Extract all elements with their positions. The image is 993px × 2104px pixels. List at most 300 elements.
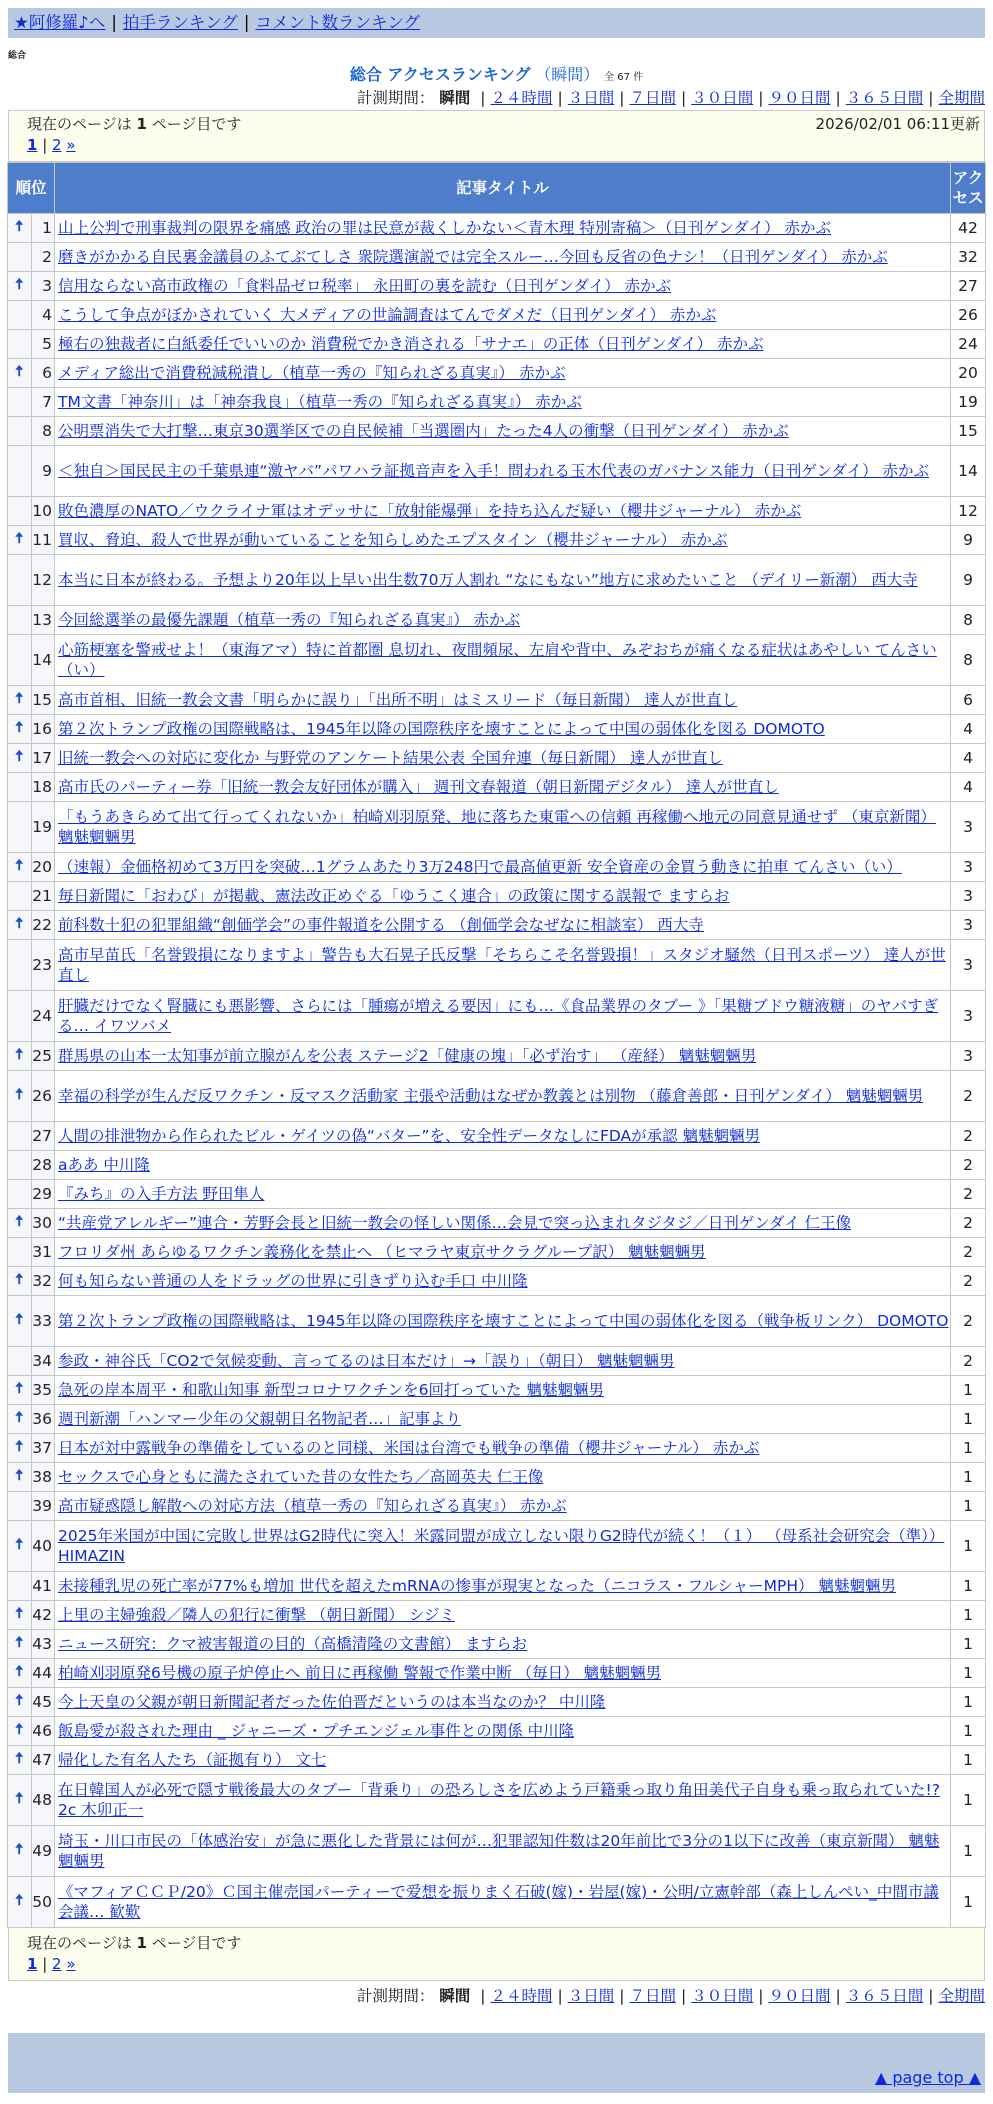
article-title-link[interactable]: メディア総出で消費税減税潰し（植草一秀の『知られざる真実』） 赤かぶ xyxy=(58,364,566,382)
article-title-link[interactable]: 前科数十犯の犯罪組織“創価学会”の事件報道を公開する （創価学会なぜなに相談室） 西大寺 xyxy=(58,916,704,934)
trend-cell xyxy=(8,1376,32,1405)
rank-number: 5 xyxy=(31,330,55,359)
article-title-link[interactable]: 敗色濃厚のNATO／ウクライナ軍はオデッサに「放射能爆弾」を持ち込んだ疑い（櫻井ジャーナル） 赤かぶ xyxy=(58,502,802,520)
article-title-link[interactable]: 飯島愛が殺された理由 _ ジャニーズ・プチエンジェル事件との関係 中川隆 xyxy=(58,1722,575,1740)
article-title-link[interactable]: 「もうあきらめて出て行ってくれないか」柏崎刈羽原発、地に落ちた東電への信頼 再稼働へ地元の同意見通せず （東京新聞） 魑魅魍魎男 xyxy=(58,808,936,846)
period-separator: | xyxy=(681,89,687,107)
access-count: 1 xyxy=(951,1659,986,1688)
rank-number: 49 xyxy=(31,1826,55,1877)
page-link-1[interactable]: 1 xyxy=(27,1955,38,1973)
access-count: 6 xyxy=(951,686,986,715)
access-count: 20 xyxy=(951,359,986,388)
trend-cell xyxy=(8,1347,32,1376)
trend-cell xyxy=(8,1238,32,1267)
access-count: 26 xyxy=(951,301,986,330)
access-count: 1 xyxy=(951,1601,986,1630)
article-title-link[interactable]: 埼玉・川口市民の「体感治安」が急に悪化した背景には何が…犯罪認知件数は20年前比で3分の1以下に改善（東京新聞） 魑魅魍魎男 xyxy=(58,1832,940,1870)
rank-number: 27 xyxy=(31,1122,55,1151)
article-title-link[interactable]: “共産党アレルギー”連合・芳野会長と旧統一教会の怪しい関係…会見で突っ込まれタジタジ／日刊ゲンダイ 仁王像 xyxy=(58,1214,852,1232)
access-count: 2 xyxy=(951,1180,986,1209)
trend-cell xyxy=(8,1746,32,1775)
rank-number: 22 xyxy=(31,911,55,940)
article-title-link[interactable]: 群馬県の山本一太知事が前立腺がんを公表 ステージ2「健康の塊」「必ず治す」 （産経） 魑魅魍魎男 xyxy=(58,1047,757,1065)
period-option-link[interactable]: ３０日間 xyxy=(691,89,754,107)
article-title-link[interactable]: 高市首相、旧統一教会文書「明らかに誤り」「出所不明」はミスリード（毎日新聞） 達人が世直し xyxy=(58,691,738,709)
rank-number: 29 xyxy=(31,1180,55,1209)
access-count: 8 xyxy=(951,606,986,635)
rank-number: 48 xyxy=(31,1775,55,1826)
trend-cell xyxy=(8,1122,32,1151)
next-page-link[interactable]: » xyxy=(66,136,76,154)
total-count: 全 67 件 xyxy=(604,72,644,83)
page-indicator-bottom xyxy=(27,1932,241,1953)
rank-up-arrow-icon: 🠅 xyxy=(15,274,24,293)
access-count: 4 xyxy=(951,715,986,744)
trend-cell xyxy=(8,1071,32,1122)
rank-number: 6 xyxy=(31,359,55,388)
page-top-bar xyxy=(8,2063,985,2093)
article-title-link[interactable]: （速報）金価格初めて3万円を突破…1グラムあたり3万248円で最高値更新 安全資産の金買う動きに拍車 てんさい（い） xyxy=(58,858,902,876)
ranking-title: 総合 アクセスランキング xyxy=(349,65,531,84)
ranking-row xyxy=(8,1209,986,1238)
current-page-number: 1 xyxy=(136,115,147,133)
title-cell xyxy=(55,1405,951,1434)
trend-cell xyxy=(8,991,32,1042)
trend-cell xyxy=(8,1775,32,1826)
rank-up-arrow-icon: 🠅 xyxy=(15,913,24,932)
title-cell xyxy=(55,1209,951,1238)
trend-cell xyxy=(8,1463,32,1492)
current-page-number: 1 xyxy=(136,1934,147,1952)
article-title-link[interactable]: 2025年米国が中国に完敗し世界はG2時代に突入！米露同盟が成立しない限りG2時代が続く！（１） （母系社会研究会（準）） HIMAZIN xyxy=(58,1527,945,1565)
period-separator: | xyxy=(480,1987,486,2005)
rank-number: 9 xyxy=(31,446,55,497)
rank-up-arrow-icon: 🠅 xyxy=(15,1603,24,1622)
article-title-link[interactable]: 本当に日本が終わる。予想より20年以上早い出生数70万人割れ “なにもない”地方に求めたいこと （デイリー新潮） 西大寺 xyxy=(58,571,918,589)
rank-number: 10 xyxy=(31,497,55,526)
access-count: 1 xyxy=(951,1376,986,1405)
rank-number: 7 xyxy=(31,388,55,417)
article-title-link[interactable]: 今回総選挙の最優先課題（植草一秀の『知られざる真実』） 赤かぶ xyxy=(58,611,521,629)
ranking-row xyxy=(8,301,986,330)
article-title-link[interactable]: セックスで心身ともに満たされていた昔の女性たち／高岡英夫 仁王像 xyxy=(58,1468,544,1486)
ranking-row xyxy=(8,1521,986,1572)
trend-cell xyxy=(8,359,32,388)
period-separator: | xyxy=(835,1987,841,2005)
access-count: 32 xyxy=(951,243,986,272)
access-count: 1 xyxy=(951,1463,986,1492)
ranking-row xyxy=(8,1405,986,1434)
title-cell xyxy=(55,1630,951,1659)
access-count: 12 xyxy=(951,497,986,526)
article-title-link[interactable]: 帰化した有名人たち（証拠有り） 文七 xyxy=(58,1751,327,1769)
title-cell xyxy=(55,1238,951,1267)
ranking-row xyxy=(8,272,986,301)
title-cell xyxy=(55,606,951,635)
article-title-link[interactable]: aああ 中川隆 xyxy=(58,1156,150,1174)
rank-number: 33 xyxy=(31,1296,55,1347)
period-option-link[interactable]: ３日間 xyxy=(567,89,615,107)
article-title-link[interactable]: TM文書「神奈川」は「神奈我良」（植草一秀の『知られざる真実』） 赤かぶ xyxy=(58,393,582,411)
ranking-row xyxy=(8,802,986,853)
ranking-row xyxy=(8,417,986,446)
page-wrapper xyxy=(8,8,985,2093)
access-count: 2 xyxy=(951,1122,986,1151)
title-cell xyxy=(55,359,951,388)
title-cell xyxy=(55,773,951,802)
ranking-row xyxy=(8,991,986,1042)
article-title-link[interactable]: 何も知らない普通の人をドラッグの世界に引きずり込む手口 中川隆 xyxy=(58,1272,528,1290)
trend-cell xyxy=(8,214,32,243)
title-cell xyxy=(55,214,951,243)
access-count: 4 xyxy=(951,744,986,773)
trend-cell xyxy=(8,635,32,686)
access-count: 9 xyxy=(951,555,986,606)
page-link-2[interactable]: 2 xyxy=(52,1955,62,1973)
article-title-link[interactable]: 高市氏のパーティー券「旧統一教会友好団体が購入」 週刊文春報道（朝日新聞デジタル） 達人が世直し xyxy=(58,778,779,796)
nav-link-clap-ranking[interactable]: 拍手ランキング xyxy=(122,13,238,32)
title-cell xyxy=(55,1826,951,1877)
ranking-row xyxy=(8,1775,986,1826)
pagination: 1 | 2 » xyxy=(27,136,76,154)
rank-number: 28 xyxy=(31,1151,55,1180)
trend-cell xyxy=(8,301,32,330)
article-title-link[interactable]: 磨きがかかる自民裏金議員のふてぶてしさ 衆院選演説では完全スルー…今回も反省の色ナシ！（日刊ゲンダイ） 赤かぶ xyxy=(58,248,888,266)
rank-up-arrow-icon: 🠅 xyxy=(15,1407,24,1426)
ranking-row xyxy=(8,388,986,417)
period-option-link[interactable]: 全期間 xyxy=(938,89,985,107)
access-count: 3 xyxy=(951,940,986,991)
rank-number: 31 xyxy=(31,1238,55,1267)
article-title-link[interactable]: 幸福の科学が生んだ反ワクチン・反マスク活動家 主張や活動はなぜか教義とは別物 （藤倉善郎・日刊ゲンダイ） 魑魅魍魎男 xyxy=(58,1087,924,1105)
title-cell xyxy=(55,802,951,853)
period-separator: | xyxy=(619,1987,625,2005)
period-option-link[interactable]: ３６５日間 xyxy=(845,89,924,107)
rank-number: 3 xyxy=(31,272,55,301)
article-title-link[interactable]: 未接種乳児の死亡率が77%も増加 世代を超えたmRNAの惨事が現実となった（ニコラス・フルシャーMPH） 魑魅魍魎男 xyxy=(58,1577,896,1595)
rank-number: 43 xyxy=(31,1630,55,1659)
period-separator: | xyxy=(928,89,934,107)
ranking-row xyxy=(8,882,986,911)
updated-timestamp: 2026/02/01 06:11更新 xyxy=(815,115,980,133)
ranking-row xyxy=(8,1347,986,1376)
title-cell xyxy=(55,330,951,359)
trend-cell xyxy=(8,1267,32,1296)
title-cell xyxy=(55,1347,951,1376)
rank-number: 23 xyxy=(31,940,55,991)
ranking-row xyxy=(8,1434,986,1463)
title-cell xyxy=(55,853,951,882)
article-title-link[interactable]: 第２次トランプ政権の国際戦略は、1945年以降の国際秩序を壊すことによって中国の弱体化を図る（戦争板リンク） DOMOTO xyxy=(58,1312,949,1330)
nav-link-asyura[interactable]: ★阿修羅♪へ xyxy=(14,13,106,32)
trend-cell xyxy=(8,744,32,773)
rank-number: 18 xyxy=(31,773,55,802)
trend-cell xyxy=(8,388,32,417)
title-cell xyxy=(55,715,951,744)
ranking-row xyxy=(8,744,986,773)
article-title-link[interactable]: 今上天皇の父親が朝日新聞記者だった佐伯晋だというのは本当なのか？ 中川隆 xyxy=(58,1693,606,1711)
page-info-box-bottom xyxy=(8,1927,985,1981)
rank-up-arrow-icon: 🠅 xyxy=(15,361,24,380)
ranking-row xyxy=(8,1746,986,1775)
article-title-link[interactable]: 極右の独裁者に白紙委任でいいのか 消費税でかき消される「サナエ」の正体（日刊ゲンダイ） 赤かぶ xyxy=(58,335,764,353)
next-page-link[interactable]: » xyxy=(66,1955,76,1973)
rank-up-arrow-icon: 🠅 xyxy=(15,1309,24,1328)
period-current: 瞬間 xyxy=(439,1987,471,2005)
title-cell xyxy=(55,1042,951,1071)
title-cell xyxy=(55,1376,951,1405)
title-cell xyxy=(55,1717,951,1746)
rank-number: 19 xyxy=(31,802,55,853)
ranking-row xyxy=(8,1180,986,1209)
period-option-link[interactable]: ７日間 xyxy=(629,89,676,107)
title-cell xyxy=(55,555,951,606)
period-separator: | xyxy=(681,1987,687,2005)
title-cell xyxy=(55,1746,951,1775)
trend-cell xyxy=(8,1151,32,1180)
trend-cell xyxy=(8,446,32,497)
article-title-link[interactable]: 旧統一教会への対応に変化か 与野党のアンケート結果公表 全国弁連（毎日新聞） 達人が世直し xyxy=(58,749,723,767)
rank-number: 35 xyxy=(31,1376,55,1405)
ranking-row xyxy=(8,1717,986,1746)
trend-cell xyxy=(8,940,32,991)
access-count: 27 xyxy=(951,272,986,301)
access-count: 15 xyxy=(951,417,986,446)
article-title-link[interactable]: 上里の主婦強殺／隣人の犯行に衝撃 （朝日新聞） シジミ xyxy=(58,1606,455,1624)
page-indicator-prefix: 現在のページは xyxy=(27,1934,132,1952)
article-title-link[interactable]: 『みち』の入手方法 野田隼人 xyxy=(58,1185,265,1203)
period-option-link[interactable]: 全期間 xyxy=(938,1987,985,2005)
ranking-row xyxy=(8,1688,986,1717)
ranking-row xyxy=(8,497,986,526)
rank-number: 37 xyxy=(31,1434,55,1463)
rank-up-arrow-icon: 🠅 xyxy=(15,1748,24,1767)
ranking-row xyxy=(8,773,986,802)
page-indicator xyxy=(27,113,241,134)
ranking-row xyxy=(8,1376,986,1405)
article-title-link[interactable]: 第２次トランプ政権の国際戦略は、1945年以降の国際秩序を壊すことによって中国の弱体化を図る DOMOTO xyxy=(58,720,825,738)
article-title-link[interactable]: 心筋梗塞を警戒せよ！（東海アマ）特に首都圏 息切れ、夜間頻尿、左肩や背中、みぞおちが痛くなる症状はあやしい てんさい（い） xyxy=(58,641,937,679)
rank-up-arrow-icon: 🠅 xyxy=(15,746,24,765)
period-option-link[interactable]: ２４時間 xyxy=(490,89,553,107)
rank-up-arrow-icon: 🠅 xyxy=(15,1890,24,1909)
period-option-link[interactable]: ３６５日間 xyxy=(845,1987,924,2005)
trend-cell xyxy=(8,1630,32,1659)
rank-number: 32 xyxy=(31,1267,55,1296)
article-title-link[interactable]: 買収、脅迫、殺人で世界が動いていることを知らしめたエプスタイン（櫻井ジャーナル） 赤かぶ xyxy=(58,531,728,549)
access-count: 1 xyxy=(951,1630,986,1659)
page-top-link[interactable]: ▲ page top ▲ xyxy=(874,2068,981,2087)
period-option-link[interactable]: ９０日間 xyxy=(768,89,831,107)
ranking-row xyxy=(8,214,986,243)
ranking-row xyxy=(8,1296,986,1347)
title-cell xyxy=(55,1463,951,1492)
trend-cell xyxy=(8,1717,32,1746)
rank-up-arrow-icon: 🠅 xyxy=(15,688,24,707)
title-cell xyxy=(55,1434,951,1463)
article-title-link[interactable]: 山上公判で刑事裁判の限界を痛感 政治の罪は民意が裁くしかない＜青木理 特別寄稿＞（日刊ゲンダイ） 赤かぶ xyxy=(58,219,832,237)
article-title-link[interactable]: 週刊新潮「ハンマー少年の父親朝日名物記者…」記事より xyxy=(58,1410,462,1428)
nav-separator: | xyxy=(111,13,117,32)
title-cell xyxy=(55,243,951,272)
rank-number: 34 xyxy=(31,1347,55,1376)
rank-up-arrow-icon: 🠅 xyxy=(15,1211,24,1230)
access-count: 3 xyxy=(951,991,986,1042)
article-title-link[interactable]: こうして争点がぼかされていく 大メディアの世論調査はてんでダメだ（日刊ゲンダイ） 赤かぶ xyxy=(58,306,717,324)
title-cell xyxy=(55,744,951,773)
title-cell xyxy=(55,1071,951,1122)
article-title-link[interactable]: 肝臓だけでなく腎臓にも悪影響、さらには「腫瘍が増える要因」にも…《食品業界のタブー 》「果糖ブドウ糖液糖」のヤバすぎる… イワツバメ xyxy=(58,997,939,1035)
article-title-link[interactable]: 高市疑惑隠し解散への対応方法（植草一秀の『知られざる真実』） 赤かぶ xyxy=(58,1497,567,1515)
period-current: 瞬間 xyxy=(439,89,471,107)
trend-cell xyxy=(8,497,32,526)
ranking-row xyxy=(8,446,986,497)
trend-cell xyxy=(8,802,32,853)
period-label: 計測期間： xyxy=(356,1987,435,2005)
rank-number: 12 xyxy=(31,555,55,606)
article-title-link[interactable]: 毎日新聞に「おわび」が掲載、憲法改正めぐる「ゆうこく連合」の政策に関する誤報で ますらお xyxy=(58,887,730,905)
title-cell xyxy=(55,1601,951,1630)
title-cell xyxy=(55,1521,951,1572)
trend-cell xyxy=(8,1601,32,1630)
rank-number: 2 xyxy=(31,243,55,272)
access-count: 3 xyxy=(951,911,986,940)
access-count: 19 xyxy=(951,388,986,417)
title-cell xyxy=(55,526,951,555)
article-title-link[interactable]: ニュース研究：クマ被害報道の目的（高橋清隆の文書館） ますらお xyxy=(58,1635,528,1653)
period-option-link[interactable]: ９０日間 xyxy=(768,1987,831,2005)
trend-cell xyxy=(8,1521,32,1572)
col-header-rank: 順位 xyxy=(8,163,55,214)
ranking-row xyxy=(8,1151,986,1180)
article-title-link[interactable]: 信用ならない高市政権の「食料品ゼロ税率」 永田町の裏を読む（日刊ゲンダイ） 赤かぶ xyxy=(58,277,672,295)
rank-number: 46 xyxy=(31,1717,55,1746)
article-title-link[interactable]: 人間の排泄物から作られたビル・ゲイツの偽“バター”を、安全性データなしにFDAが承認 魑魅魍魎男 xyxy=(58,1127,761,1145)
nav-link-comment-ranking[interactable]: コメント数ランキング xyxy=(255,13,420,32)
trend-cell xyxy=(8,243,32,272)
trend-cell xyxy=(8,330,32,359)
access-count: 3 xyxy=(951,853,986,882)
title-cell xyxy=(55,1296,951,1347)
trend-cell xyxy=(8,882,32,911)
period-option-link[interactable]: ３０日間 xyxy=(691,1987,754,2005)
top-nav xyxy=(8,8,985,38)
page-link-1[interactable]: 1 xyxy=(27,136,38,154)
access-count: 2 xyxy=(951,1071,986,1122)
access-count: 1 xyxy=(951,1775,986,1826)
access-count: 3 xyxy=(951,802,986,853)
article-title-link[interactable]: 参政・神谷氏「CO2で気候変動、言ってるのは日本だけ」→「誤り」（朝日） 魑魅魍魎男 xyxy=(58,1352,675,1370)
access-count: 2 xyxy=(951,1151,986,1180)
trend-cell xyxy=(8,1180,32,1209)
trend-cell xyxy=(8,1659,32,1688)
ranking-row xyxy=(8,1042,986,1071)
rank-number: 50 xyxy=(31,1877,55,1928)
rank-number: 47 xyxy=(31,1746,55,1775)
trend-cell xyxy=(8,715,32,744)
access-count: 42 xyxy=(951,214,986,243)
article-title-link[interactable]: フロリダ州 あらゆるワクチン義務化を禁止へ （ヒマラヤ東京サクラグループ訳） 魑魅魍魎男 xyxy=(58,1243,706,1261)
period-separator: | xyxy=(557,89,563,107)
access-count: 3 xyxy=(951,1042,986,1071)
access-count: 1 xyxy=(951,1434,986,1463)
ranking-row xyxy=(8,1492,986,1521)
ranking-row xyxy=(8,330,986,359)
title-cell xyxy=(55,388,951,417)
rank-up-arrow-icon: 🠅 xyxy=(15,1084,24,1103)
article-title-link[interactable]: 公明票消失で大打撃…東京30選挙区での自民候補「当選圏内」たった4人の衝撃（日刊ゲンダイ） 赤かぶ xyxy=(58,422,789,440)
access-count: 14 xyxy=(951,446,986,497)
rank-number: 20 xyxy=(31,853,55,882)
period-selector-bottom xyxy=(8,1981,985,2011)
ranking-row xyxy=(8,359,986,388)
trend-cell xyxy=(8,1296,32,1347)
nav-separator: | xyxy=(243,13,250,32)
article-title-link[interactable]: 高市早苗氏「名誉毀損になりますよ」警告も大石晃子氏反撃「そちらこそ名誉毀損！」スタジオ騒然（日刊スポーツ） 達人が世直し xyxy=(58,946,946,984)
rank-up-arrow-icon: 🠅 xyxy=(15,1788,24,1807)
access-count: 2 xyxy=(951,1238,986,1267)
rank-up-arrow-icon: 🠅 xyxy=(15,1719,24,1738)
rank-number: 1 xyxy=(31,214,55,243)
rank-number: 26 xyxy=(31,1071,55,1122)
period-separator: | xyxy=(835,89,841,107)
ranking-row xyxy=(8,1572,986,1601)
title-cell xyxy=(55,1492,951,1521)
trend-cell xyxy=(8,1209,32,1238)
period-separator: | xyxy=(928,1987,934,2005)
title-cell xyxy=(55,1775,951,1826)
access-count: 1 xyxy=(951,1405,986,1434)
page-indicator-suffix: ページ目です xyxy=(151,115,242,133)
trend-cell xyxy=(8,911,32,940)
trend-cell xyxy=(8,1572,32,1601)
rank-number: 38 xyxy=(31,1463,55,1492)
article-title-link[interactable]: 柏崎刈羽原発6号機の原子炉停止へ 前日に再稼働 警報で作業中断 （毎日） 魑魅魍魎男 xyxy=(58,1664,662,1682)
article-title-link[interactable]: ＜独自＞国民民主の千葉県連“激ヤバ”パワハラ証拠音声を入手！問われる玉木代表のガバナンス能力（日刊ゲンダイ） 赤かぶ xyxy=(58,462,930,480)
ranking-row xyxy=(8,606,986,635)
page-link-2[interactable]: 2 xyxy=(52,136,62,154)
article-title-link[interactable]: 《マフィアＣＣＰ/20》Ｃ国主催売国パーティーで爱想を振りまく石破(嫁)・岩屋(嫁)・公明/立憲幹部（森上しんぺい_中間市議会議… 歓歎 xyxy=(58,1883,939,1921)
trend-cell xyxy=(8,555,32,606)
ranking-row xyxy=(8,555,986,606)
article-title-link[interactable]: 日本が対中露戦争の準備をしているのと同様、米国は台湾でも戦争の準備（櫻井ジャーナル） 赤かぶ xyxy=(58,1439,760,1457)
trend-cell xyxy=(8,1042,32,1071)
period-option-link[interactable]: ３日間 xyxy=(567,1987,615,2005)
ranking-row xyxy=(8,1601,986,1630)
ranking-row xyxy=(8,1071,986,1122)
rank-number: 42 xyxy=(31,1601,55,1630)
article-title-link[interactable]: 急死の岸本周平・和歌山知事 新型コロナワクチンを6回打っていた 魑魅魍魎男 xyxy=(58,1381,604,1399)
title-cell xyxy=(55,1572,951,1601)
trend-cell xyxy=(8,272,32,301)
rank-number: 39 xyxy=(31,1492,55,1521)
rank-number: 4 xyxy=(31,301,55,330)
rank-number: 25 xyxy=(31,1042,55,1071)
period-selector xyxy=(8,86,985,110)
title-cell xyxy=(55,991,951,1042)
trend-cell xyxy=(8,1877,32,1928)
rank-up-arrow-icon: 🠅 xyxy=(15,1534,24,1553)
period-option-link[interactable]: ２４時間 xyxy=(490,1987,553,2005)
trend-cell xyxy=(8,606,32,635)
article-title-link[interactable]: 在日韓国人が必死で隠す戦後最大のタブー「背乗り」の恐ろしさを広めよう戸籍乗っ取り角田美代子自身も乗っ取られていた!?2c 木卯正一 xyxy=(58,1781,940,1819)
trend-cell xyxy=(8,1492,32,1521)
period-option-link[interactable]: ７日間 xyxy=(629,1987,676,2005)
rank-up-arrow-icon: 🠅 xyxy=(15,1690,24,1709)
rank-up-arrow-icon: 🠅 xyxy=(15,1269,24,1288)
ranking-row xyxy=(8,1630,986,1659)
page-indicator-prefix: 現在のページは xyxy=(27,115,132,133)
